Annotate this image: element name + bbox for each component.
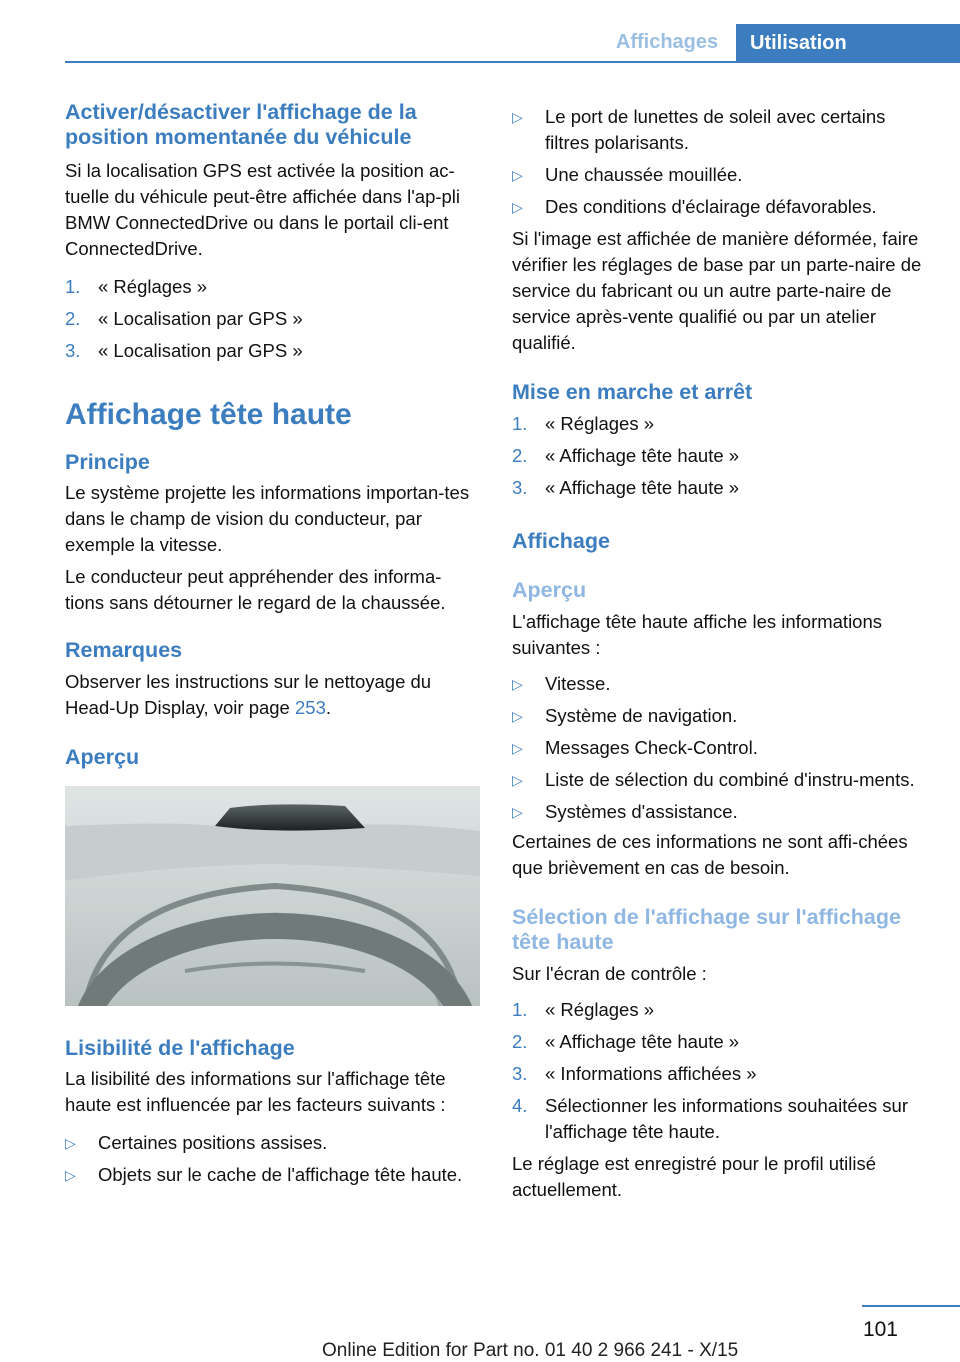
step-number: 1. <box>65 276 81 297</box>
list-item <box>512 703 927 729</box>
step-text: « Informations affichées » <box>545 1063 757 1084</box>
apercu2-text: L'affichage tête haute affiche les informations suivantes : <box>512 611 883 658</box>
apercu2-list <box>512 671 927 825</box>
list-item <box>512 799 927 825</box>
triangle-bullet-icon: ▷ <box>512 167 523 183</box>
list-item <box>512 194 927 220</box>
list-item-text: Systèmes d'assistance. <box>545 801 738 822</box>
step-number: 2. <box>65 308 81 329</box>
header-rule <box>65 61 960 63</box>
gps-position-heading: Activer/désactiver l'affichage de la position momentanée du véhicule <box>65 100 417 149</box>
step-text: « Réglages » <box>98 276 208 297</box>
list-item-text: Une chaussée mouillée. <box>545 164 743 185</box>
selection-steps-list <box>512 997 927 1145</box>
step-number: 3. <box>65 340 81 361</box>
step-number: 3. <box>512 1063 528 1084</box>
gps-position-text: Si la localisation GPS est activée la position ac‐tuelle du véhicule peut-être affichée dans l'ap‐pli BMW ConnectedDrive ou dans le portail cli‐ent ConnectedDrive. <box>65 160 461 259</box>
triangle-bullet-icon: ▷ <box>512 199 523 215</box>
step-text: « Affichage tête haute » <box>545 445 740 466</box>
list-item-text: Le port de lunettes de soleil avec certains filtres polarisants. <box>545 106 886 153</box>
edition-text: Online Edition for Part no. 01 40 2 966 241 - X/15 <box>322 1340 739 1361</box>
lisibilite-text: La lisibilité des informations sur l'affichage tête haute est influencée par les facteurs suivants : <box>65 1068 446 1115</box>
list-item <box>512 671 927 697</box>
list-item <box>512 735 927 761</box>
list-item <box>512 1093 927 1145</box>
list-item-text: Certaines positions assises. <box>98 1132 328 1153</box>
list-item <box>65 274 480 306</box>
page-link-253[interactable]: 253 <box>295 697 326 718</box>
remarques-heading: Remarques <box>65 638 183 662</box>
gps-steps-list <box>65 274 480 370</box>
list-item <box>512 475 927 507</box>
step-text: « Localisation par GPS » <box>98 340 303 361</box>
apercu2-after-text: Certaines de ces informations ne sont affi‐chées que brièvement en cas de besoin. <box>512 831 908 878</box>
list-item <box>65 338 480 370</box>
list-item <box>512 767 927 793</box>
affichage-heading: Affichage <box>512 529 610 553</box>
selection-heading: Sélection de l'affichage sur l'affichage tête haute <box>512 905 901 954</box>
hud-dashboard-image <box>65 786 480 1006</box>
deformation-text: Si l'image est affichée de manière déformée, faire vérifier les réglages de base par un parte‐naire de service du fabricant ou un autre parte‐naire de service après-vente qualifié ou par un atelier qualifié. <box>512 228 922 353</box>
step-number: 2. <box>512 445 528 466</box>
step-text: Sélectionner les informations souhaitées sur l'affichage tête haute. <box>545 1095 908 1142</box>
list-item <box>512 1029 927 1061</box>
list-item <box>512 997 927 1029</box>
step-text: « Affichage tête haute » <box>545 477 740 498</box>
header-tab-utilisation: Utilisation <box>736 24 960 63</box>
lisibilite-list <box>65 1130 480 1188</box>
right-column <box>512 100 927 1203</box>
triangle-bullet-icon: ▷ <box>512 676 523 692</box>
lisibilite-list-continued <box>512 104 927 220</box>
header-tab-affichages: Affichages <box>615 31 719 53</box>
remarques-end: . <box>325 697 332 718</box>
step-number: 2. <box>512 1031 528 1052</box>
apercu-heading: Aperçu <box>65 745 140 769</box>
step-number: 1. <box>512 413 528 434</box>
list-item-text: Des conditions d'éclairage défavorables. <box>545 196 877 217</box>
triangle-bullet-icon: ▷ <box>65 1135 76 1151</box>
triangle-bullet-icon: ▷ <box>512 708 523 724</box>
list-item <box>65 1130 480 1156</box>
marche-arret-heading: Mise en marche et arrêt <box>512 380 753 404</box>
list-item <box>512 1061 927 1093</box>
triangle-bullet-icon: ▷ <box>512 772 523 788</box>
list-item-text: Objets sur le cache de l'affichage tête haute. <box>98 1164 463 1185</box>
list-item-text: Liste de sélection du combiné d'instru‐ments. <box>545 769 915 790</box>
principe-text-2: Le conducteur peut appréhender des informa‐tions sans détourner le regard de la chaussée. <box>65 566 446 613</box>
selection-text: Sur l'écran de contrôle : <box>512 963 707 984</box>
apercu2-heading: Aperçu <box>512 578 587 602</box>
list-item-text: Messages Check-Control. <box>545 737 758 758</box>
lisibilite-heading: Lisibilité de l'affichage <box>65 1036 295 1060</box>
triangle-bullet-icon: ▷ <box>512 804 523 820</box>
list-item <box>512 411 927 443</box>
list-item <box>512 162 927 188</box>
principe-text-1: Le système projette les informations importan‐tes dans le champ de vision du conducteur, par exemple la vitesse. <box>65 482 470 555</box>
step-text: « Réglages » <box>545 413 655 434</box>
marche-steps-list <box>512 411 927 507</box>
step-number: 1. <box>512 999 528 1020</box>
step-text: « Réglages » <box>545 999 655 1020</box>
final-text: Le réglage est enregistré pour le profil utilisé actuellement. <box>512 1153 877 1200</box>
hud-main-title: Affichage tête haute <box>65 398 352 431</box>
triangle-bullet-icon: ▷ <box>512 109 523 125</box>
list-item <box>512 104 927 156</box>
list-item-text: Système de navigation. <box>545 705 738 726</box>
triangle-bullet-icon: ▷ <box>65 1167 76 1183</box>
page-number: 101 <box>862 1318 898 1341</box>
left-column <box>65 100 480 1188</box>
step-text: « Affichage tête haute » <box>545 1031 740 1052</box>
step-number: 3. <box>512 477 528 498</box>
footer-rule <box>862 1305 960 1307</box>
remarques-text <box>65 669 480 721</box>
step-text: « Localisation par GPS » <box>98 308 303 329</box>
list-item <box>65 1162 480 1188</box>
list-item <box>512 443 927 475</box>
remarques-body: Observer les instructions sur le nettoyage du Head-Up Display, voir page <box>65 671 432 718</box>
triangle-bullet-icon: ▷ <box>512 740 523 756</box>
list-item <box>65 306 480 338</box>
step-number: 4. <box>512 1095 528 1116</box>
list-item-text: Vitesse. <box>545 673 611 694</box>
principe-heading: Principe <box>65 450 150 474</box>
